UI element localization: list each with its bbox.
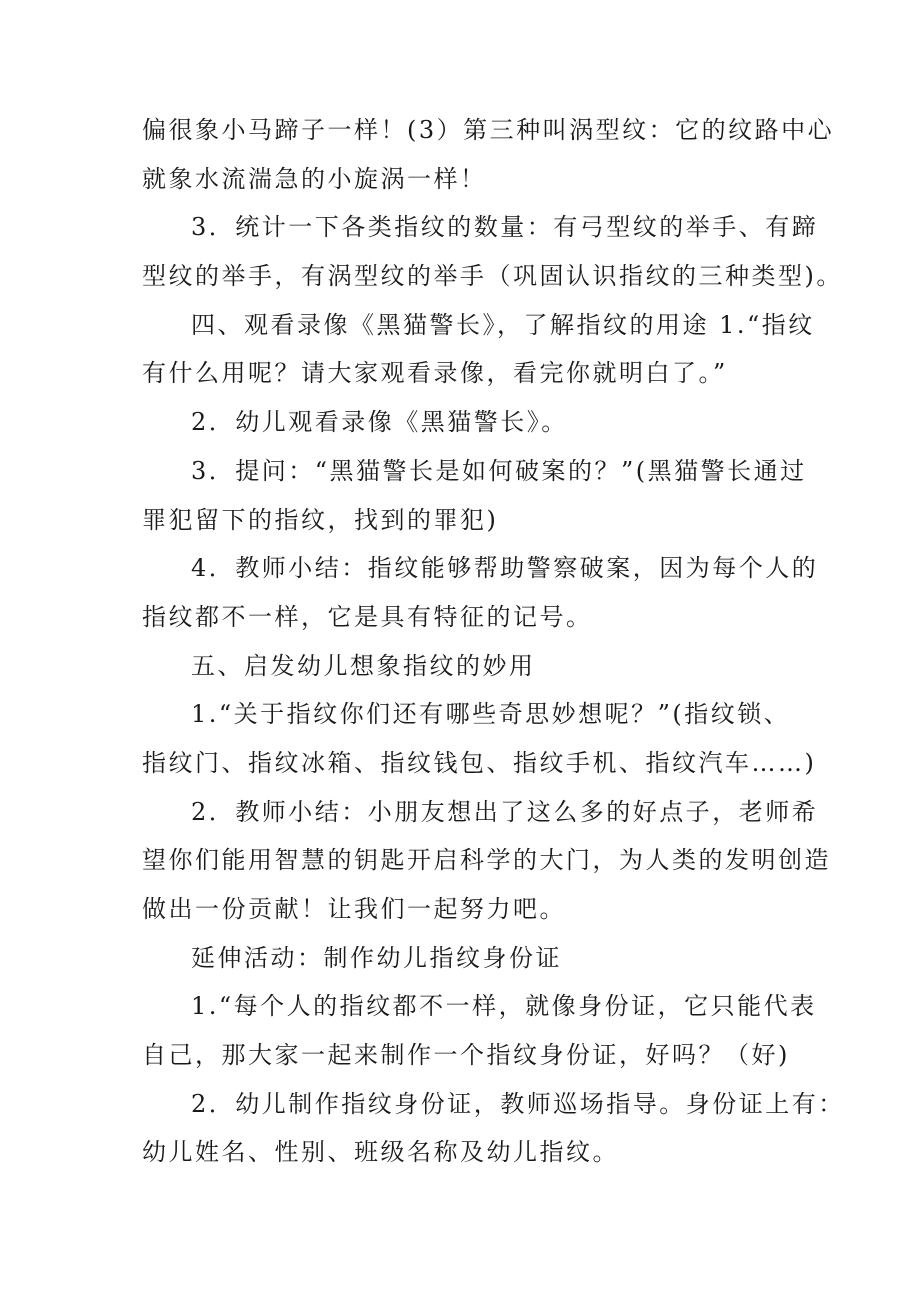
text-line: 3．提问：“黑猫警长是如何破案的？”(黑猫警长通过 (191, 456, 807, 485)
text-line: 五、启发幼儿想象指纹的妙用 (191, 651, 536, 680)
text-line: 指纹门、指纹冰箱、指纹钱包、指纹手机、指纹汽车……) (142, 748, 817, 777)
text-line: 偏很象小马蹄子一样！(3）第三种叫涡型纹：它的纹路中心 (142, 116, 835, 144)
text-line: 1.“关于指纹你们还有哪些奇思妙想呢？”(指纹锁、 (191, 700, 791, 729)
text-line: 指纹都不一样，它是具有特征的记号。 (142, 602, 593, 631)
text-line: 3．统计一下各类指纹的数量：有弓型纹的举手、有蹄 (191, 213, 819, 242)
text-line: 望你们能用智慧的钥匙开启科学的大门，为人类的发明创造 (142, 846, 831, 875)
text-line: 1.“每个人的指纹都不一样，就像身份证，它只能代表 (191, 992, 817, 1021)
text-line: 2．幼儿观看录像《黑猫警长》。 (191, 408, 568, 437)
text-line: 型纹的举手，有涡型纹的举手（巩固认识指纹的三种类型)。 (142, 262, 843, 291)
text-line: 罪犯留下的指纹，找到的罪犯) (142, 505, 499, 534)
document-body (142, 106, 845, 1177)
text-line: 自己，那大家一起来制作一个指纹身份证，好吗？（好) (142, 1041, 790, 1070)
text-line: 四、观看录像《黑猫警长》，了解指纹的用途 1.“指纹 (191, 310, 815, 339)
text-line: 幼儿姓名、性别、班级名称及幼儿指纹。 (142, 1138, 619, 1167)
text-line: 有什么用呢？请大家观看录像，看完你就明白了。” (142, 359, 728, 388)
text-line: 就象水流湍急的小旋涡一样！ (142, 164, 487, 193)
text-line: 2．幼儿制作指纹身份证，教师巡场指导。身份证上有： (191, 1089, 845, 1118)
text-line: 延伸活动：制作幼儿指纹身份证 (191, 943, 562, 972)
text-line: 4．教师小结：指纹能够帮助警察破案，因为每个人的 (191, 554, 819, 583)
text-line: 2．教师小结：小朋友想出了这么多的好点子，老师希 (191, 797, 819, 826)
text-line: 做出一份贡献！让我们一起努力吧。 (142, 895, 566, 923)
